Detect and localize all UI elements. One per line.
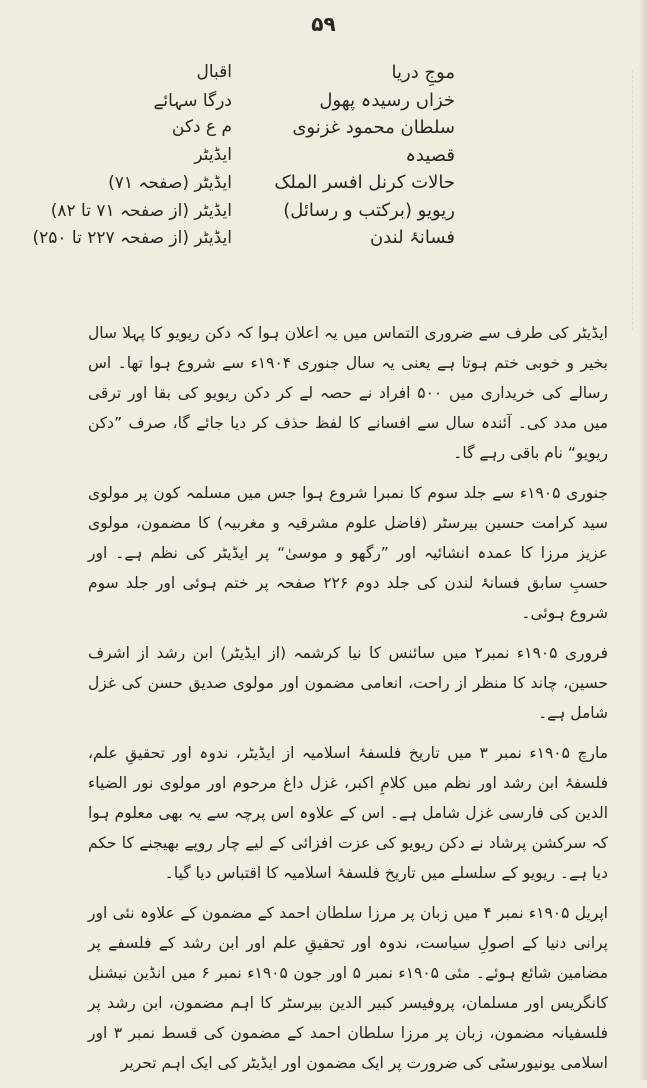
toc-title: فسانۂ لندن: [369, 227, 455, 248]
contents-list: [0, 62, 647, 255]
toc-title: ریویو (برکتب و رسائل): [283, 199, 455, 221]
toc-title: موجِ دریا: [391, 62, 455, 83]
toc-row: [0, 227, 647, 255]
toc-author: درگا سہائے: [153, 90, 232, 111]
page-number: ۵۹: [311, 12, 336, 36]
toc-row: [0, 145, 647, 173]
toc-row: [0, 200, 647, 228]
paragraph: فروری ۱۹۰۵ء نمبر۲ میں سائنس کا نیا کرشمہ (از ایڈیٹر) ابن رشد از اشرف حسین، چاند کا منظر از راحت، انعامی مضمون اور مولوی صدیق حسن کی غزل شامل ہے۔: [88, 644, 608, 722]
toc-author: ایڈیٹر (از صفحہ ۷۱ تا ۸۲): [50, 200, 232, 221]
toc-row: [0, 90, 647, 118]
toc-row: [0, 172, 647, 200]
paragraph: اپریل ۱۹۰۵ء نمبر ۴ میں زبان پر مرزا سلطان احمد کے مضمون کے علاوہ نئی اور پرانی دنیا کے اصولِ سیاست، ندوہ اور تحقیقِ علم اور ابن رشد کے فلسفے پر مضامین شائع ہوئے۔ مئی ۱۹۰۵ء نمبر ۵ اور جون ۱۹۰۵ء نمبر ۶ میں انڈین نیشنل کانگریس اور مسلمان، پروفیسر کبیر الدین بیرسٹر کا اہم مضمون، ابن رشد پر فلسفیانہ مضمون، زبان پر مرزا سلطان احمد کے مضمون کی قسط نمبر ۳ اور اسلامی یونیورسٹی کی ضرورت پر ایک مضمون اور ایڈیٹر کی ایک اہم تحریر: [88, 904, 608, 1072]
toc-row: [0, 62, 647, 90]
toc-author: م ع دکن: [171, 117, 232, 137]
toc-author: ایڈیٹر (صفحہ ۷۱): [108, 173, 232, 193]
toc-row: [0, 117, 647, 145]
toc-author: ایڈیٹر (از صفحہ ۲۲۷ تا ۲۵۰): [32, 228, 232, 248]
toc-author: اقبال: [196, 62, 232, 82]
paragraph: مارچ ۱۹۰۵ء نمبر ۳ میں تاریخ فلسفۂ اسلامیہ از ایڈیٹر، ندوہ اور تحقیقِ علم، فلسفۂ ابن رشد اور نظم میں کلامِ اکبر، غزل داغ مرحوم اور مولوی نور الضیاء الدین کی فارسی غزل شامل ہے۔ اس کے علاوہ اس پرچہ سے یہ بھی معلوم ہوا کہ سرکشن پرشاد نے دکن ریویو کی عزت افزائی کے لیے چار روپے بھیجنے کا حکم دیا ہے۔ ریویو کے سلسلے میں تاریخ فلسفۂ اسلامیہ کا اقتباس دیا گیا۔: [88, 744, 608, 882]
toc-author: ایڈیٹر: [194, 144, 232, 165]
toc-title: سلطان محمود غزنوی: [292, 117, 455, 138]
toc-title: حالات کرنل افسر الملک: [274, 172, 455, 193]
toc-title: خزاں رسیدہ پھول: [319, 89, 455, 111]
paragraph: جنوری ۱۹۰۵ء سے جلد سوم کا نمبرا شروع ہوا جس میں مسلمہ کون پر مولوی سید کرامت حسین بیرسٹر (فاضل علوم مشرقیہ و مغربیہ) کا مضمون، مولوی عزیز مرزا کا عمدہ انشائیہ اور ”رگھو و موسیٰ“ پر ایڈیٹر کی نظم ہے۔ اور حسبِ سابق فسانۂ لندن کی جلد دوم ۲۲۶ صفحہ پر ختم ہوئی اور جلد سوم شروع ہوئی۔: [88, 484, 608, 622]
toc-title: قصیدہ: [405, 144, 455, 166]
body-text: [88, 318, 608, 1088]
paragraph: ایڈیٹر کی طرف سے ضروری التماس میں یہ اعلان ہوا کہ دکن ریویو کا پہلا سال بخیر و خوبی ختم ہوتا ہے یعنی یہ سال جنوری ۱۹۰۴ء سے شروع ہوا تھا۔ اس رسالے کی خریداری میں ۵۰۰ افراد نے حصہ لے کر دکن ریویو کی بقا اور ترقی میں مدد کی۔ آئندہ سال سے افسانے کا لفظ حذف کر دیا جائے گا، صرف ”دکن ریویو“ نام باقی رہے گا۔: [88, 324, 608, 462]
